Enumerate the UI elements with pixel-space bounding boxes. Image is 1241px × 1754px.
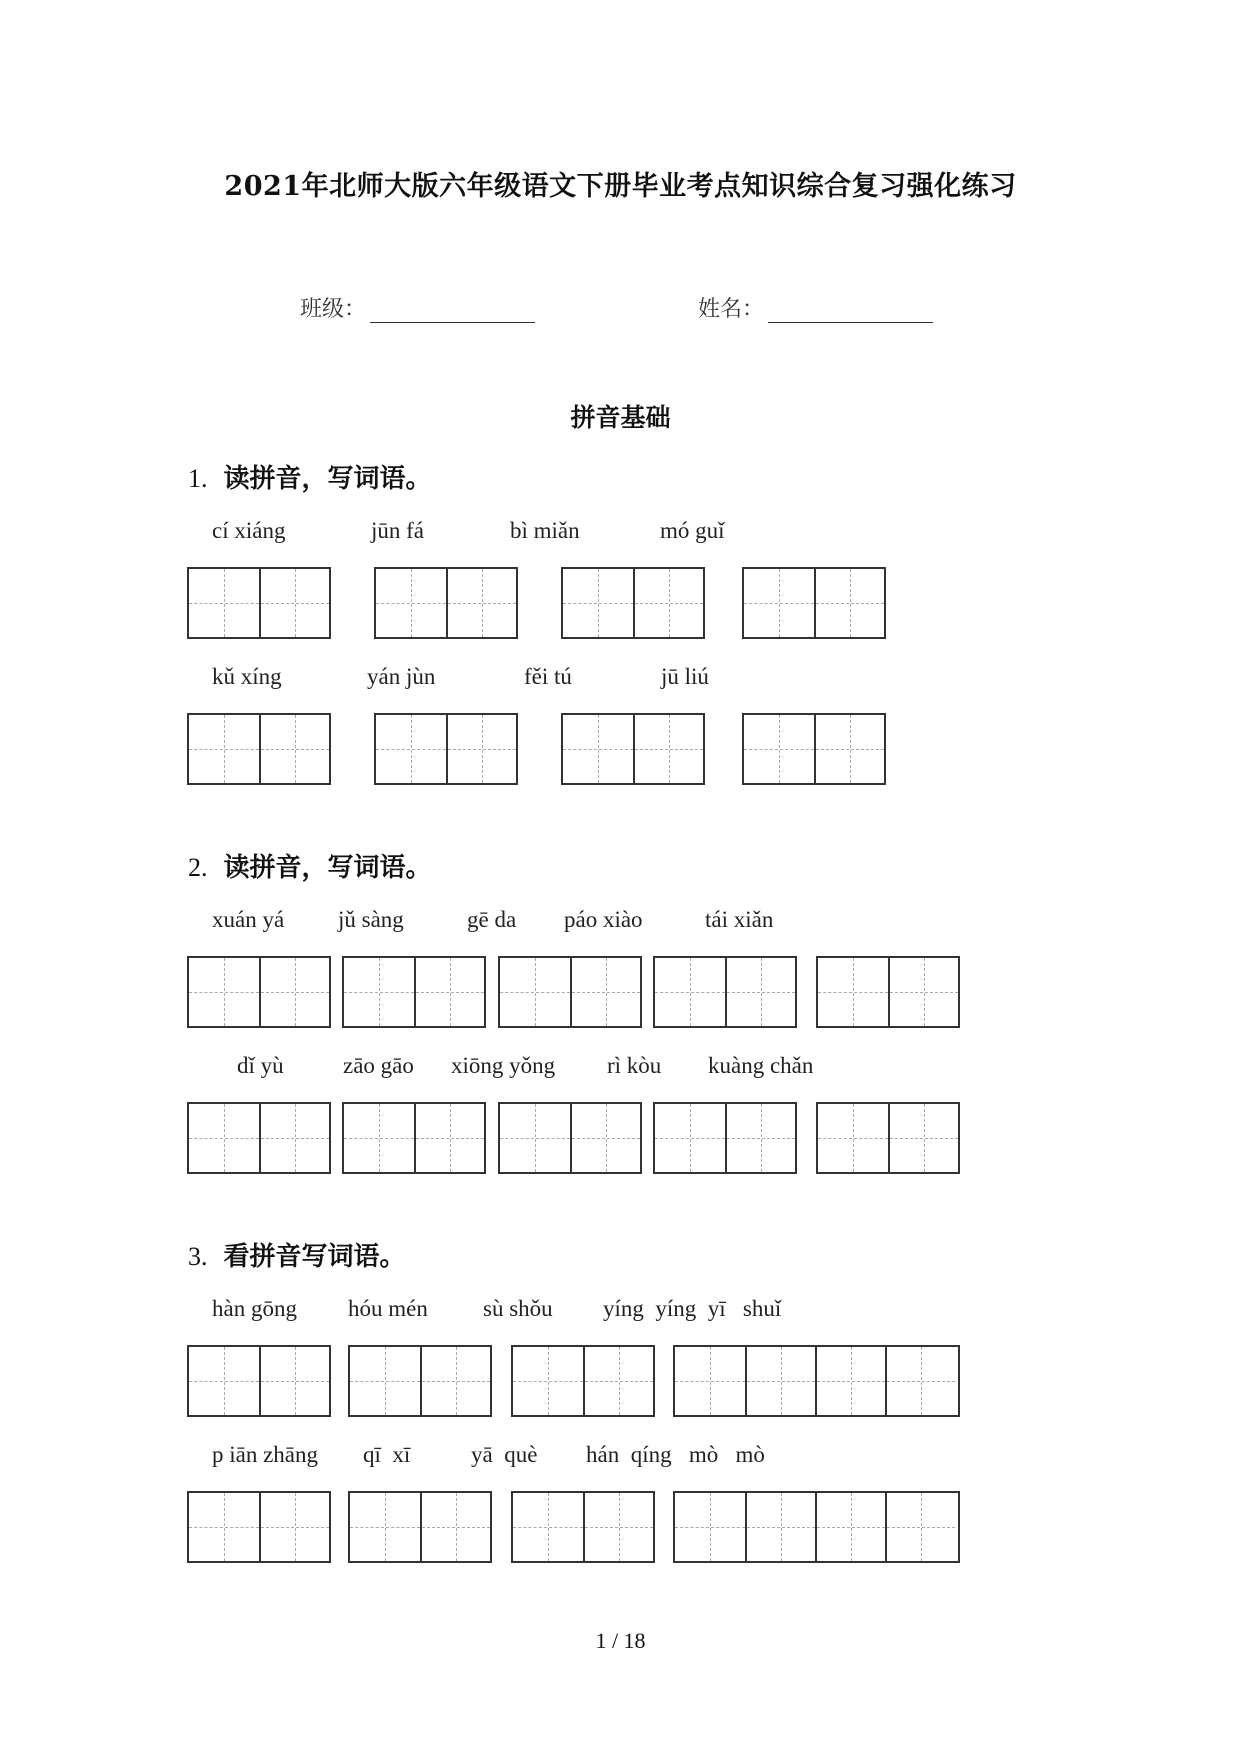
pinyin-label: hán qíng mò mò: [586, 1442, 765, 1467]
writing-grid[interactable]: [561, 567, 705, 639]
character-cell[interactable]: [414, 1104, 484, 1172]
character-cell[interactable]: [655, 1104, 725, 1172]
pinyin-label: cí xiáng: [212, 518, 286, 543]
character-cell[interactable]: [344, 1104, 414, 1172]
character-cell[interactable]: [563, 715, 633, 783]
character-cell[interactable]: [675, 1347, 745, 1415]
writing-grid[interactable]: [187, 713, 331, 785]
writing-grid[interactable]: [742, 713, 886, 785]
pinyin-label: bì miǎn: [510, 518, 580, 543]
writing-grid[interactable]: [511, 1345, 655, 1417]
writing-grid[interactable]: [653, 1102, 797, 1174]
character-cell[interactable]: [675, 1493, 745, 1561]
pinyin-label: hàn gōng: [212, 1296, 297, 1321]
name-field[interactable]: [698, 292, 933, 323]
pinyin-label: páo xiào: [564, 907, 643, 932]
character-cell[interactable]: [350, 1493, 420, 1561]
pinyin-label: jū liú: [661, 664, 709, 689]
question-text: 读拼音，写词语。: [223, 853, 432, 883]
character-cell[interactable]: [655, 958, 725, 1026]
character-cell[interactable]: [814, 569, 884, 637]
character-cell[interactable]: [259, 1104, 329, 1172]
character-cell[interactable]: [570, 958, 640, 1026]
section-heading: 拼音基础: [570, 403, 671, 432]
character-cell[interactable]: [885, 1493, 955, 1561]
writing-grid[interactable]: [187, 1491, 331, 1563]
character-cell[interactable]: [414, 958, 484, 1026]
writing-grid[interactable]: [187, 1102, 331, 1174]
writing-grid[interactable]: [742, 567, 886, 639]
page-title: 2021年北师大版六年级语文下册毕业考点知识综合复习强化练习: [224, 171, 1017, 202]
writing-grid[interactable]: [374, 567, 518, 639]
character-cell[interactable]: [259, 1493, 329, 1561]
pinyin-label: jǔ sàng: [338, 907, 404, 932]
writing-grid[interactable]: [187, 567, 331, 639]
page-number: 1 / 18: [595, 1628, 646, 1653]
character-cell[interactable]: [633, 715, 703, 783]
name-label: 姓名：: [698, 297, 765, 322]
question-1-heading: [188, 458, 432, 495]
pinyin-label: hóu mén: [348, 1296, 428, 1321]
character-cell[interactable]: [885, 1347, 955, 1415]
character-cell[interactable]: [189, 569, 259, 637]
character-cell[interactable]: [815, 1347, 885, 1415]
pinyin-label: tái xiǎn: [705, 907, 774, 932]
pinyin-label: yán jùn: [367, 664, 436, 689]
pinyin-label: gē da: [467, 907, 517, 932]
character-cell[interactable]: [888, 1104, 958, 1172]
character-cell[interactable]: [570, 1104, 640, 1172]
pinyin-label: mó guǐ: [660, 518, 725, 543]
character-cell[interactable]: [513, 1347, 583, 1415]
writing-grid[interactable]: [498, 956, 642, 1028]
character-cell[interactable]: [350, 1347, 420, 1415]
character-cell[interactable]: [500, 1104, 570, 1172]
character-cell[interactable]: [344, 958, 414, 1026]
pinyin-label: yíng yíng yī shuǐ: [603, 1296, 782, 1321]
character-cell[interactable]: [818, 1104, 888, 1172]
pinyin-label: dǐ yù: [237, 1053, 284, 1078]
character-cell[interactable]: [376, 569, 446, 637]
writing-grid[interactable]: [511, 1491, 655, 1563]
writing-grid-idiom[interactable]: [673, 1491, 960, 1563]
writing-grid[interactable]: [653, 956, 797, 1028]
question-3-heading: [188, 1236, 406, 1273]
character-cell[interactable]: [583, 1493, 653, 1561]
writing-grid[interactable]: [816, 956, 960, 1028]
question-number: 1.: [188, 464, 208, 493]
character-cell[interactable]: [189, 1493, 259, 1561]
character-cell[interactable]: [744, 715, 814, 783]
character-cell[interactable]: [259, 958, 329, 1026]
character-cell[interactable]: [259, 1347, 329, 1415]
pinyin-label: fěi tú: [524, 664, 572, 689]
writing-grid[interactable]: [342, 1102, 486, 1174]
pinyin-label: zāo gāo: [343, 1053, 414, 1078]
name-blank[interactable]: [768, 300, 933, 323]
pinyin-label: kuàng chǎn: [708, 1053, 814, 1078]
character-cell[interactable]: [583, 1347, 653, 1415]
character-cell[interactable]: [189, 1104, 259, 1172]
character-cell[interactable]: [500, 958, 570, 1026]
character-cell[interactable]: [745, 1347, 815, 1415]
writing-grid[interactable]: [374, 713, 518, 785]
writing-grid[interactable]: [498, 1102, 642, 1174]
pinyin-label: yā què: [471, 1442, 538, 1467]
writing-grid[interactable]: [348, 1345, 492, 1417]
writing-grid[interactable]: [348, 1491, 492, 1563]
character-cell[interactable]: [189, 958, 259, 1026]
character-cell[interactable]: [189, 1347, 259, 1415]
character-cell[interactable]: [259, 569, 329, 637]
character-cell[interactable]: [815, 1493, 885, 1561]
pinyin-label: xiōng yǒng: [451, 1053, 556, 1078]
writing-grid[interactable]: [342, 956, 486, 1028]
writing-grid-idiom[interactable]: [673, 1345, 960, 1417]
character-cell[interactable]: [744, 569, 814, 637]
character-cell[interactable]: [888, 958, 958, 1026]
character-cell[interactable]: [376, 715, 446, 783]
class-label: 班级：: [300, 297, 367, 322]
writing-grid[interactable]: [561, 713, 705, 785]
pinyin-label: p iān zhāng: [212, 1442, 319, 1467]
character-cell[interactable]: [259, 715, 329, 783]
character-cell[interactable]: [189, 715, 259, 783]
class-field[interactable]: [300, 292, 535, 323]
character-cell[interactable]: [446, 715, 516, 783]
writing-grid[interactable]: [187, 1345, 331, 1417]
character-cell[interactable]: [818, 958, 888, 1026]
pinyin-label: kǔ xíng: [212, 664, 282, 689]
character-cell[interactable]: [563, 569, 633, 637]
question-number: 2.: [188, 853, 208, 882]
class-blank[interactable]: [370, 300, 535, 323]
character-cell[interactable]: [446, 569, 516, 637]
pinyin-label: qī xī: [363, 1442, 411, 1467]
character-cell[interactable]: [745, 1493, 815, 1561]
character-cell[interactable]: [420, 1493, 490, 1561]
character-cell[interactable]: [513, 1493, 583, 1561]
pinyin-label: jūn fá: [371, 518, 425, 543]
character-cell[interactable]: [814, 715, 884, 783]
character-cell[interactable]: [725, 958, 795, 1026]
question-number: 3.: [188, 1242, 208, 1271]
pinyin-label: sù shǒu: [483, 1296, 553, 1321]
character-cell[interactable]: [633, 569, 703, 637]
writing-grid[interactable]: [187, 956, 331, 1028]
question-2-heading: [188, 847, 432, 884]
character-cell[interactable]: [420, 1347, 490, 1415]
question-text: 读拼音，写词语。: [223, 464, 432, 494]
writing-grid[interactable]: [816, 1102, 960, 1174]
character-cell[interactable]: [725, 1104, 795, 1172]
pinyin-label: rì kòu: [607, 1053, 662, 1078]
pinyin-label: xuán yá: [212, 907, 285, 932]
question-text: 看拼音写词语。: [223, 1242, 406, 1272]
